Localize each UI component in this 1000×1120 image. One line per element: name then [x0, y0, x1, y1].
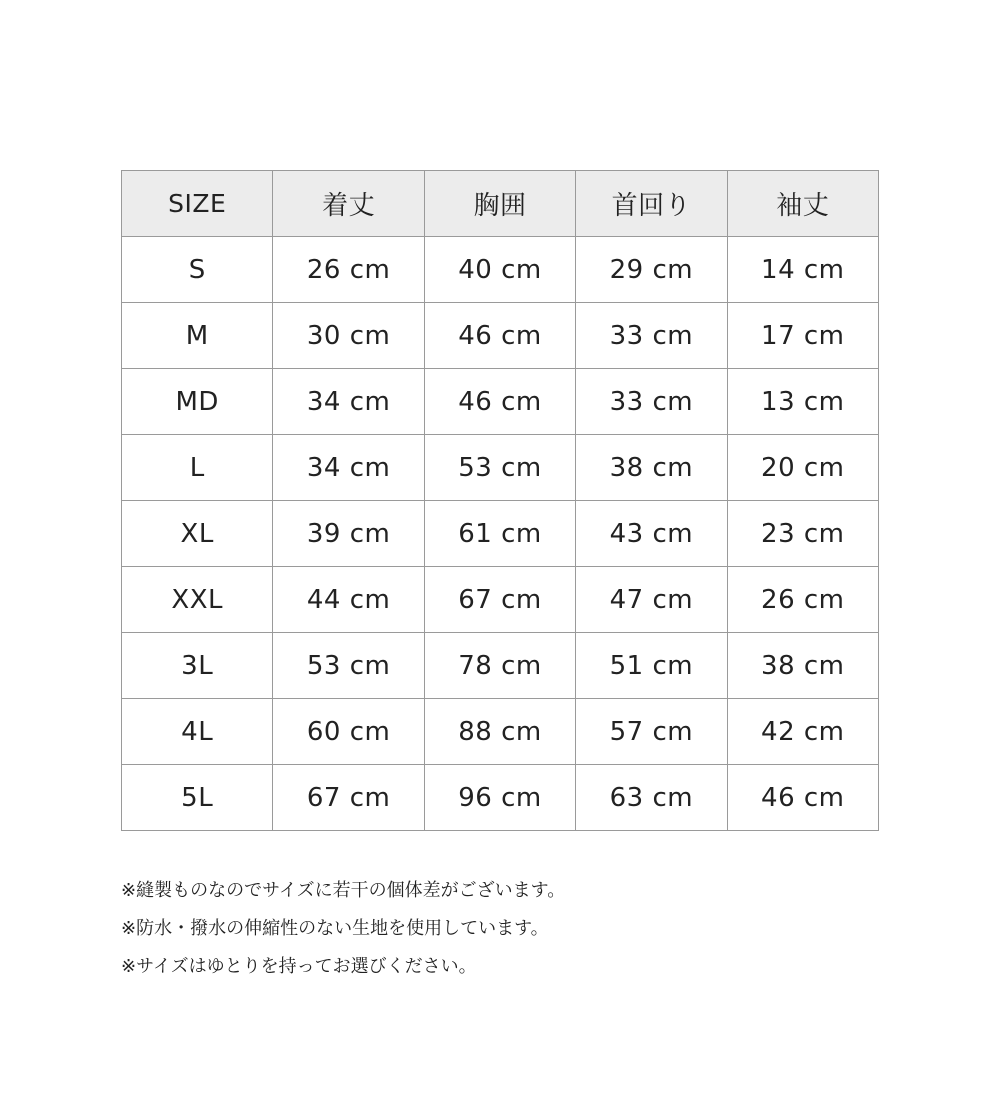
length-cell: 34 cm: [273, 369, 424, 435]
sleeve-cell: 26 cm: [727, 567, 878, 633]
size-chart-body: [122, 237, 879, 831]
notes-section: [121, 872, 881, 986]
length-cell: 53 cm: [273, 633, 424, 699]
length-cell: 67 cm: [273, 765, 424, 831]
neck-cell: 63 cm: [576, 765, 727, 831]
sleeve-cell: 38 cm: [727, 633, 878, 699]
neck-cell: 51 cm: [576, 633, 727, 699]
neck-cell: 43 cm: [576, 501, 727, 567]
length-cell: 44 cm: [273, 567, 424, 633]
chest-cell: 61 cm: [424, 501, 575, 567]
sleeve-cell: 46 cm: [727, 765, 878, 831]
length-cell: 26 cm: [273, 237, 424, 303]
sleeve-cell: 14 cm: [727, 237, 878, 303]
length-cell: 30 cm: [273, 303, 424, 369]
length-cell: 34 cm: [273, 435, 424, 501]
size-cell: 4L: [122, 699, 273, 765]
sleeve-cell: 23 cm: [727, 501, 878, 567]
size-cell: S: [122, 237, 273, 303]
neck-cell: 57 cm: [576, 699, 727, 765]
neck-cell: 33 cm: [576, 303, 727, 369]
size-cell: 5L: [122, 765, 273, 831]
size-cell: L: [122, 435, 273, 501]
neck-cell: 38 cm: [576, 435, 727, 501]
header-length: 着丈: [273, 171, 424, 237]
table-row: [122, 369, 879, 435]
neck-cell: 47 cm: [576, 567, 727, 633]
header-neck: 首回り: [576, 171, 727, 237]
chest-cell: 96 cm: [424, 765, 575, 831]
header-chest: 胸囲: [424, 171, 575, 237]
chest-cell: 88 cm: [424, 699, 575, 765]
table-row: [122, 567, 879, 633]
chest-cell: 46 cm: [424, 303, 575, 369]
chest-cell: 46 cm: [424, 369, 575, 435]
size-cell: M: [122, 303, 273, 369]
sleeve-cell: 42 cm: [727, 699, 878, 765]
header-sleeve: 袖丈: [727, 171, 878, 237]
chest-cell: 78 cm: [424, 633, 575, 699]
header-row: [122, 171, 879, 237]
table-row: [122, 633, 879, 699]
note-tolerance: ※縫製ものなのでサイズに若干の個体差がございます。: [121, 880, 566, 901]
size-cell: XL: [122, 501, 273, 567]
size-cell: MD: [122, 369, 273, 435]
length-cell: 60 cm: [273, 699, 424, 765]
neck-cell: 29 cm: [576, 237, 727, 303]
chest-cell: 67 cm: [424, 567, 575, 633]
note-sizing-advice: ※サイズはゆとりを持ってお選びください。: [121, 956, 477, 977]
sleeve-cell: 17 cm: [727, 303, 878, 369]
sleeve-cell: 20 cm: [727, 435, 878, 501]
size-chart-table: [121, 170, 879, 831]
table-row: [122, 501, 879, 567]
size-chart-header: [122, 171, 879, 237]
size-cell: 3L: [122, 633, 273, 699]
sleeve-cell: 13 cm: [727, 369, 878, 435]
table-row: [122, 699, 879, 765]
chest-cell: 40 cm: [424, 237, 575, 303]
table-row: [122, 765, 879, 831]
chest-cell: 53 cm: [424, 435, 575, 501]
table-row: [122, 435, 879, 501]
length-cell: 39 cm: [273, 501, 424, 567]
size-cell: XXL: [122, 567, 273, 633]
note-fabric: ※防水・撥水の伸縮性のない生地を使用しています。: [121, 918, 549, 939]
table-row: [122, 303, 879, 369]
header-size: SIZE: [122, 171, 273, 237]
table-row: [122, 237, 879, 303]
neck-cell: 33 cm: [576, 369, 727, 435]
